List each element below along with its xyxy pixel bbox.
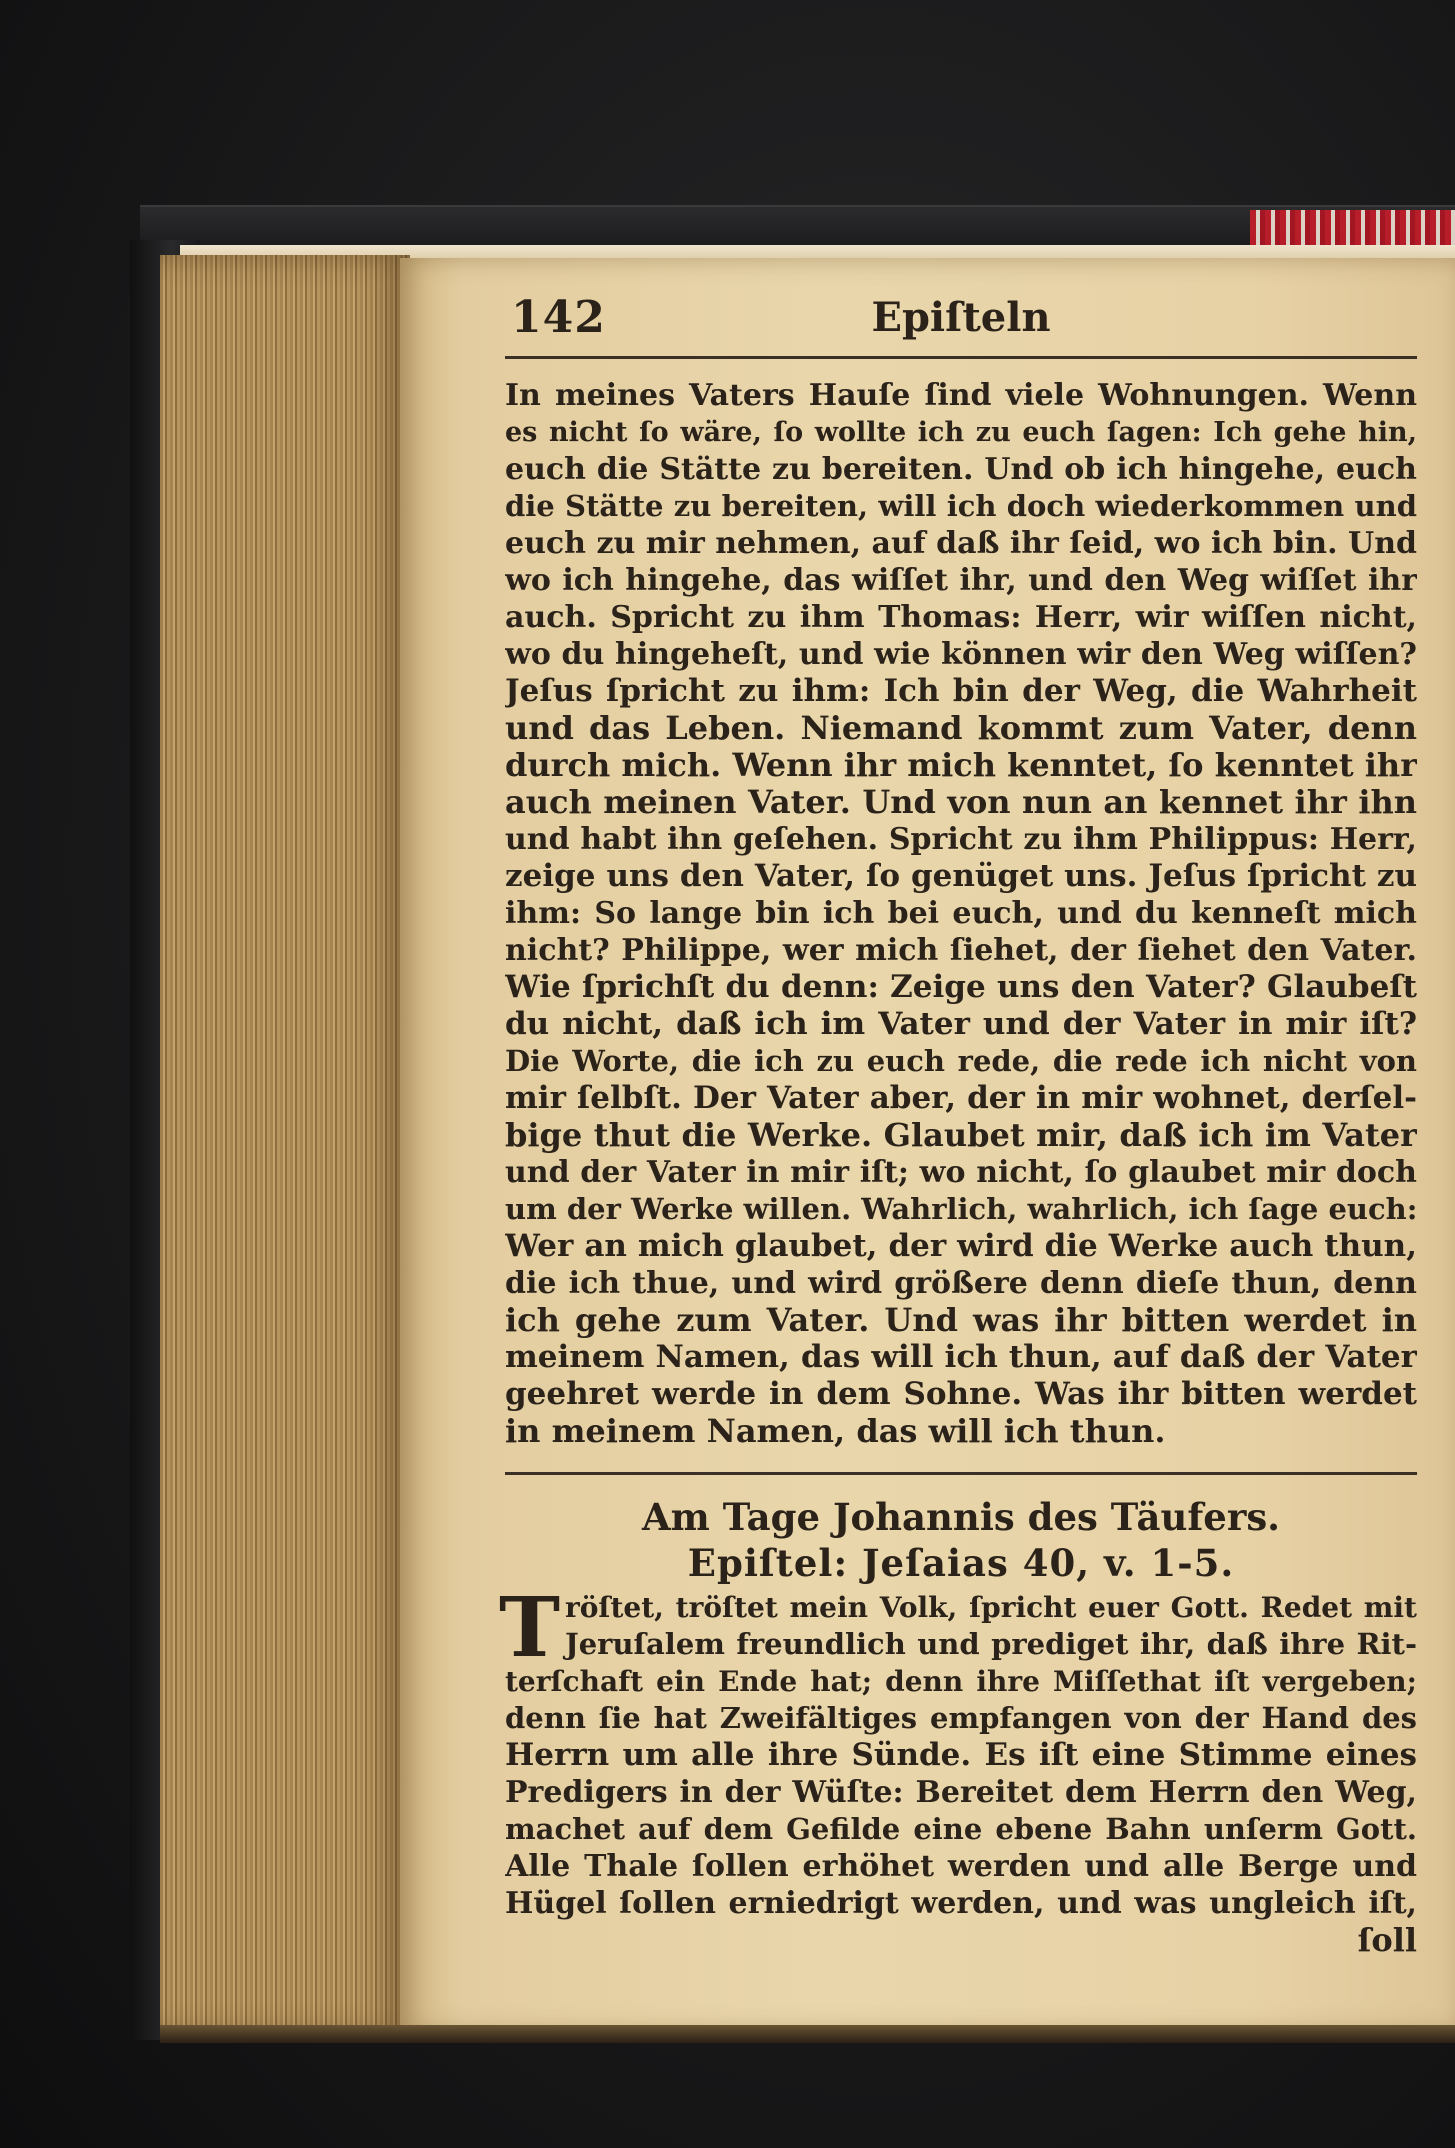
text-line: Die Worte, die ich zu euch rede, die rede ich nicht von	[505, 1044, 1417, 1078]
epistle-text	[499, 1580, 1417, 1959]
text-line: und das Leben. Niemand kommt zum Vater, denn	[505, 710, 1417, 747]
text-line: Wer an mich glaubet, der wird die Werke auch thun,	[505, 1228, 1417, 1264]
text-line: und habt ihn geſehen. Spricht zu ihm Philippus: Herr,	[505, 822, 1417, 857]
page-content	[499, 290, 1417, 1959]
page-number: 142	[511, 292, 606, 343]
text-line: und der Vater in mir iſt; wo nicht, ſo glaubet mir doch	[505, 1155, 1417, 1190]
text-line: durch mich. Wenn ihr mich kenntet, ſo kenntet ihr	[505, 747, 1417, 784]
text-line: terſchaft ein Ende hat; denn ihre Miſſethat iſt vergeben;	[505, 1665, 1417, 1698]
page-header	[505, 290, 1417, 359]
text-line: in meinem Namen, das will ich thun.	[505, 1413, 1166, 1450]
text-line: In meines Vaters Hauſe ſind viele Wohnungen. Wenn	[505, 378, 1417, 413]
text-line: röſtet, tröſtet mein Volk, ſpricht euer Gott. Redet mit	[565, 1591, 1417, 1624]
text-line: auch. Spricht zu ihm Thomas: Herr, wir wiſſen nicht,	[505, 600, 1417, 635]
text-line: machet auf dem Gefilde eine ebene Bahn unſerm Gott.	[505, 1812, 1417, 1846]
section-divider	[505, 1472, 1417, 1475]
text-line: Hügel ſollen erniedrigt werden, und was ungleich iſt,	[505, 1886, 1417, 1921]
text-line: ich gehe zum Vater. Und was ihr bitten werdet in	[505, 1302, 1417, 1339]
text-line: zeige uns den Vater, ſo genüget uns. Jeſus ſpricht zu	[505, 858, 1417, 894]
text-line: wo du hingeheſt, und wie können wir den Weg wiſſen?	[505, 637, 1417, 672]
text-line: meinem Namen, das will ich thun, auf daß der Vater	[505, 1339, 1417, 1375]
text-line: Jeruſalem freundlich und prediget ihr, daß ihre Rit-	[565, 1627, 1417, 1661]
text-line: Predigers in der Wüſte: Bereitet dem Herrn den Weg,	[505, 1775, 1417, 1810]
text-line: auch meinen Vater. Und von nun an kennet ihr ihn	[505, 784, 1417, 821]
gospel-text	[505, 377, 1417, 1450]
text-line: euch die Stätte zu bereiten. Und ob ich hingehe, euch	[505, 452, 1417, 487]
text-line: bige thut die Werke. Glaubet mir, daß ich im Vater	[505, 1117, 1417, 1154]
text-line: wo ich hingehe, das wiſſet ihr, und den Weg wiſſet ihr	[505, 563, 1417, 598]
text-line: Wie ſprichſt du denn: Zeige uns den Vater? Glaubeſt	[505, 969, 1417, 1005]
page-block-edges	[160, 255, 410, 2035]
text-line: Jeſus ſpricht zu ihm: Ich bin der Weg, die Wahrheit	[505, 673, 1417, 709]
book-bottom-edge	[160, 2025, 1455, 2043]
catchword: ſoll	[1357, 1921, 1417, 1959]
text-line: nicht? Philippe, wer mich ſiehet, der ſiehet den Vater.	[505, 933, 1417, 968]
section-title: Am Tage Johannis des Täufers.	[641, 1495, 1281, 1539]
text-line: es nicht ſo wäre, ſo wollte ich zu euch ſagen: Ich gehe hin,	[505, 417, 1417, 448]
running-head: Epiſteln	[871, 294, 1051, 341]
drop-cap-letter: T	[499, 1580, 561, 1676]
text-line: mir ſelbſt. Der Vater aber, der in mir wohnet, derſel-	[505, 1080, 1417, 1116]
text-line: du nicht, daß ich im Vater und der Vater in mir iſt?	[505, 1006, 1417, 1042]
text-line: denn ſie hat Zweifältiges empfangen von der Hand des	[505, 1701, 1417, 1735]
text-line: Herrn um alle ihre Sünde. Es iſt eine Stimme eines	[505, 1737, 1417, 1773]
text-line: die ich thue, und wird größere denn dieſe thun, denn	[505, 1266, 1417, 1301]
text-line: um der Werke willen. Wahrlich, wahrlich, ich ſage euch:	[505, 1192, 1417, 1226]
section-subtitle: Epiſtel: Jeſaias 40, v. 1-5.	[687, 1541, 1235, 1585]
text-line: Alle Thale ſollen erhöhet werden und alle Berge und	[505, 1849, 1417, 1884]
text-line: geehret werde in dem Sohne. Was ihr bitten werdet	[505, 1376, 1417, 1412]
text-line: ihm: So lange bin ich bei euch, und du kenneſt mich	[505, 896, 1417, 931]
text-line: euch zu mir nehmen, auf daß ihr ſeid, wo ich bin. Und	[505, 526, 1417, 561]
text-line: die Stätte zu bereiten, will ich doch wiederkommen und	[505, 489, 1417, 523]
ribbon-bookmark	[1250, 210, 1455, 246]
